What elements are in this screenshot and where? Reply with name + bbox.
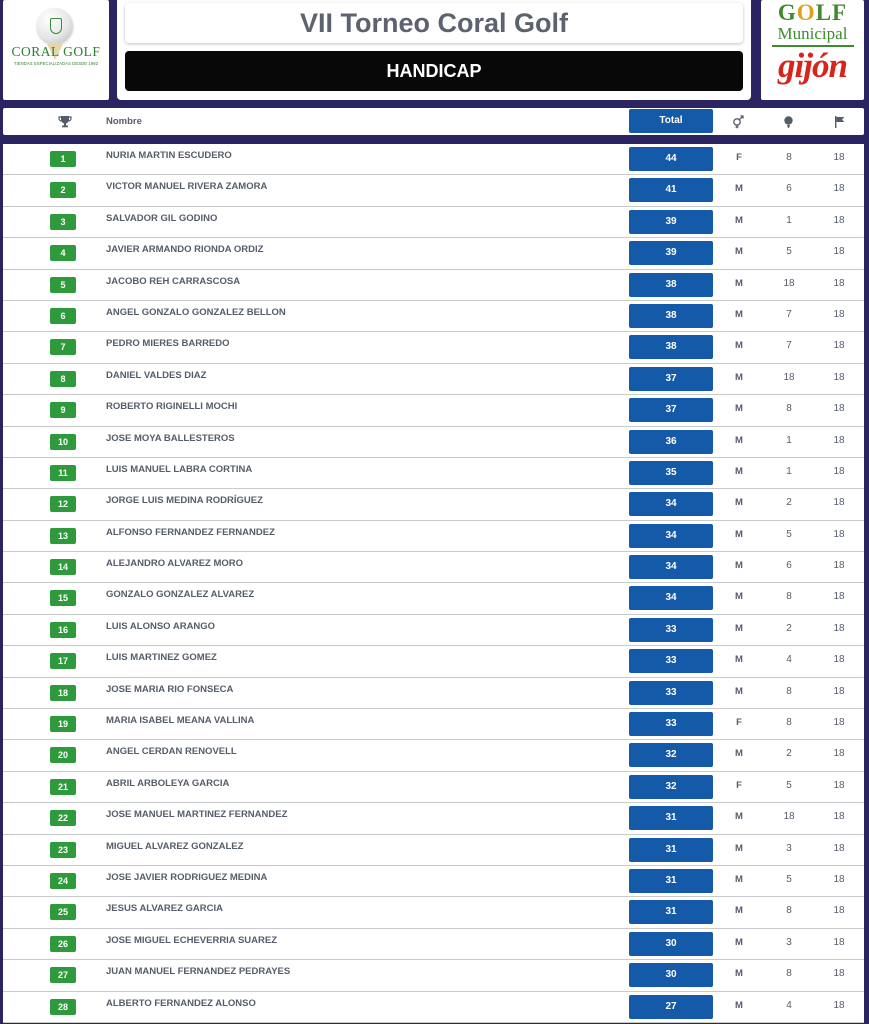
player-handicap: 8: [786, 685, 792, 697]
player-handicap: 18: [783, 371, 795, 383]
position-badge: 24: [50, 873, 76, 889]
player-name[interactable]: JUAN MANUEL FERNANDEZ PEDRAYES: [106, 966, 291, 978]
table-row[interactable]: [3, 301, 864, 332]
position-badge: 23: [50, 842, 76, 858]
holes-played: 18: [833, 340, 845, 352]
player-name[interactable]: MARIA ISABEL MEANA VALLINA: [106, 715, 255, 727]
position-badge: 9: [50, 402, 76, 418]
position-badge: 4: [50, 245, 76, 261]
position-badge: 20: [50, 747, 76, 763]
player-handicap: 4: [786, 654, 792, 666]
player-handicap: 7: [786, 308, 792, 320]
player-name[interactable]: ALFONSO FERNANDEZ FERNANDEZ: [106, 526, 275, 538]
player-sex: M: [735, 277, 743, 289]
table-row[interactable]: [3, 395, 864, 426]
position-badge: 26: [50, 936, 76, 952]
position-badge: 21: [50, 779, 76, 795]
player-sex: M: [735, 622, 743, 634]
player-handicap: 2: [786, 748, 792, 760]
table-row[interactable]: [3, 866, 864, 897]
player-name[interactable]: ALEJANDRO ALVAREZ MORO: [106, 558, 244, 570]
player-handicap: 2: [786, 497, 792, 509]
player-handicap: 8: [786, 905, 792, 917]
position-badge: 11: [50, 465, 76, 481]
position-badge: 28: [50, 999, 76, 1015]
golf-municipal-gijon-logo: [761, 0, 864, 100]
player-handicap: 5: [786, 528, 792, 540]
table-row[interactable]: [3, 364, 864, 395]
total-score: 33: [629, 618, 713, 642]
player-name[interactable]: JOSE MOYA BALLESTEROS: [106, 432, 235, 444]
table-row[interactable]: [3, 238, 864, 269]
player-name[interactable]: JOSE MARIA RIO FONSECA: [106, 683, 234, 695]
table-row[interactable]: [3, 835, 864, 866]
position-badge: 2: [50, 182, 76, 198]
player-sex: F: [736, 779, 742, 791]
coral-golf-brand: CORAL GOLF: [11, 44, 101, 59]
player-sex: M: [735, 936, 743, 948]
player-handicap: 3: [786, 936, 792, 948]
table-row[interactable]: [3, 175, 864, 206]
position-badge: 27: [50, 967, 76, 983]
total-score: 30: [629, 932, 713, 956]
tournament-title: VII Torneo Coral Golf: [125, 3, 743, 43]
player-name[interactable]: ANGEL CERDAN RENOVELL: [106, 746, 237, 758]
table-row[interactable]: [3, 552, 864, 583]
player-name[interactable]: ANGEL GONZALO GONZALEZ BELLON: [106, 306, 286, 318]
holes-played: 18: [833, 842, 845, 854]
position-badge: 25: [50, 904, 76, 920]
holes-played: 18: [833, 936, 845, 948]
table-row[interactable]: [3, 458, 864, 489]
position-badge: 14: [50, 559, 76, 575]
holes-played: 18: [833, 465, 845, 477]
player-name[interactable]: JESUS ALVAREZ GARCIA: [106, 903, 224, 915]
holes-played: 18: [833, 183, 845, 195]
holes-played: 18: [833, 591, 845, 603]
gender-icon[interactable]: [731, 115, 746, 129]
holes-played: 18: [833, 654, 845, 666]
table-row[interactable]: [3, 207, 864, 238]
player-handicap: 7: [786, 340, 792, 352]
player-sex: M: [735, 842, 743, 854]
total-score: 39: [629, 210, 713, 234]
table-row[interactable]: [3, 583, 864, 614]
table-row[interactable]: [3, 772, 864, 803]
player-name[interactable]: LUIS ALONSO ARANGO: [106, 620, 216, 632]
player-sex: M: [735, 528, 743, 540]
table-row[interactable]: [3, 646, 864, 677]
player-handicap: 2: [786, 622, 792, 634]
title-panel: [117, 0, 751, 100]
column-total-button[interactable]: Total: [629, 109, 713, 133]
player-name[interactable]: ABRIL ARBOLEYA GARCIA: [106, 777, 230, 789]
player-handicap: 18: [783, 277, 795, 289]
player-handicap: 5: [786, 779, 792, 791]
table-row[interactable]: [3, 489, 864, 520]
coral-golf-tagline: TIENDAS ESPECIALIZADAS DESDE 1982: [13, 61, 99, 66]
position-badge: 15: [50, 590, 76, 606]
position-badge: 1: [50, 151, 76, 167]
total-score: 34: [629, 555, 713, 579]
position-badge: 3: [50, 214, 76, 230]
position-badge: 8: [50, 371, 76, 387]
holes-played: 18: [833, 968, 845, 980]
position-badge: 7: [50, 339, 76, 355]
position-badge: 10: [50, 434, 76, 450]
player-name[interactable]: JORGE LUIS MEDINA RODRÍGUEZ: [106, 495, 263, 507]
total-score: 38: [629, 304, 713, 328]
total-score: 38: [629, 335, 713, 359]
holes-played: 18: [833, 497, 845, 509]
table-row[interactable]: [3, 270, 864, 301]
player-name[interactable]: NURIA MARTIN ESCUDERO: [106, 150, 232, 161]
position-badge: 6: [50, 308, 76, 324]
total-score: 32: [629, 775, 713, 799]
table-row[interactable]: [3, 427, 864, 458]
position-badge: 18: [50, 685, 76, 701]
player-sex: M: [735, 560, 743, 572]
holes-played: 18: [833, 685, 845, 697]
player-handicap: 8: [786, 717, 792, 729]
golf-ball-icon[interactable]: [783, 116, 794, 129]
position-badge: 16: [50, 622, 76, 638]
column-name[interactable]: Nombre: [106, 116, 142, 127]
flag-icon[interactable]: [834, 116, 846, 128]
holes-played: 18: [833, 811, 845, 823]
holes-played: 18: [833, 214, 845, 226]
player-handicap: 1: [786, 214, 792, 226]
table-row[interactable]: [3, 521, 864, 552]
coral-golf-logo: [3, 0, 109, 100]
holes-played: 18: [833, 905, 845, 917]
player-handicap: 1: [786, 434, 792, 446]
player-sex: M: [735, 434, 743, 446]
coral-emblem-icon: [50, 18, 62, 34]
player-name[interactable]: MIGUEL ALVAREZ GONZALEZ: [106, 840, 244, 852]
player-sex: M: [735, 465, 743, 477]
total-score: 44: [629, 147, 713, 171]
total-score: 31: [629, 869, 713, 893]
holes-played: 18: [833, 560, 845, 572]
player-name[interactable]: LUIS MANUEL LABRA CORTINA: [106, 463, 253, 475]
player-handicap: 5: [786, 873, 792, 885]
player-handicap: 6: [786, 560, 792, 572]
player-name[interactable]: JOSE MIGUEL ECHEVERRIA SUAREZ: [106, 934, 278, 946]
player-name[interactable]: JOSE MANUEL MARTINEZ FERNANDEZ: [106, 809, 288, 821]
total-score: 31: [629, 900, 713, 924]
player-handicap: 1: [786, 465, 792, 477]
player-sex: F: [736, 717, 742, 729]
player-name[interactable]: ALBERTO FERNANDEZ ALONSO: [106, 997, 256, 1009]
player-sex: M: [735, 183, 743, 195]
municipal-wordmark: Municipal: [777, 24, 848, 43]
total-score: 36: [629, 430, 713, 454]
player-name[interactable]: DANIEL VALDES DIAZ: [106, 369, 207, 381]
player-handicap: 3: [786, 842, 792, 854]
player-sex: M: [735, 214, 743, 226]
total-score: 30: [629, 963, 713, 987]
player-sex: M: [735, 999, 743, 1011]
player-name[interactable]: JAVIER ARMANDO RIONDA ORDIZ: [106, 244, 264, 256]
table-row[interactable]: [3, 929, 864, 960]
holes-played: 18: [833, 152, 845, 163]
holes-played: 18: [833, 246, 845, 258]
player-sex: M: [735, 403, 743, 415]
table-row[interactable]: [3, 615, 864, 646]
table-row[interactable]: [3, 803, 864, 834]
player-handicap: 5: [786, 246, 792, 258]
total-score: 37: [629, 398, 713, 422]
player-name[interactable]: SALVADOR GIL GODINO: [106, 212, 218, 224]
player-sex: M: [735, 371, 743, 383]
leaderboard-table: [3, 144, 864, 1023]
player-name[interactable]: GONZALO GONZALEZ ALVAREZ: [106, 589, 255, 601]
player-handicap: 4: [786, 999, 792, 1011]
player-handicap: 8: [786, 403, 792, 415]
holes-played: 18: [833, 308, 845, 320]
table-row[interactable]: [3, 992, 864, 1023]
player-name[interactable]: JOSE JAVIER RODRIGUEZ MEDINA: [106, 871, 268, 883]
total-score: 39: [629, 241, 713, 265]
player-sex: M: [735, 685, 743, 697]
player-name[interactable]: JACOBO REH CARRASCOSA: [106, 275, 241, 287]
table-row[interactable]: [3, 960, 864, 991]
player-handicap: 8: [786, 152, 792, 163]
total-score: 38: [629, 273, 713, 297]
player-sex: M: [735, 497, 743, 509]
holes-played: 18: [833, 779, 845, 791]
player-name[interactable]: PEDRO MIERES BARREDO: [106, 338, 230, 350]
holes-played: 18: [833, 999, 845, 1011]
position-badge: 12: [50, 496, 76, 512]
gijon-wordmark: gijón: [778, 46, 847, 85]
table-row[interactable]: [3, 332, 864, 363]
total-score: 31: [629, 838, 713, 862]
total-score: 34: [629, 524, 713, 548]
player-sex: M: [735, 308, 743, 320]
player-handicap: 18: [783, 811, 795, 823]
holes-played: 18: [833, 371, 845, 383]
holes-played: 18: [833, 873, 845, 885]
position-badge: 13: [50, 528, 76, 544]
player-sex: M: [735, 654, 743, 666]
holes-played: 18: [833, 622, 845, 634]
table-row[interactable]: [3, 678, 864, 709]
position-badge: 22: [50, 810, 76, 826]
total-score: 33: [629, 649, 713, 673]
player-sex: M: [735, 873, 743, 885]
ranking-mode-bar: HANDICAP: [125, 51, 743, 91]
position-badge: 19: [50, 716, 76, 732]
player-handicap: 6: [786, 183, 792, 195]
table-row[interactable]: [3, 740, 864, 771]
player-sex: M: [735, 340, 743, 352]
total-score: 27: [629, 995, 713, 1019]
player-sex: M: [735, 748, 743, 760]
holes-played: 18: [833, 528, 845, 540]
total-score: 37: [629, 367, 713, 391]
player-sex: M: [735, 811, 743, 823]
player-name[interactable]: ROBERTO RIGINELLI MOCHI: [106, 401, 238, 413]
trophy-icon[interactable]: [58, 115, 72, 128]
player-sex: M: [735, 246, 743, 258]
position-badge: 17: [50, 653, 76, 669]
player-sex: M: [735, 905, 743, 917]
table-row[interactable]: [3, 897, 864, 928]
table-row[interactable]: [3, 709, 864, 740]
holes-played: 18: [833, 403, 845, 415]
position-badge: 5: [50, 277, 76, 293]
total-score: 34: [629, 586, 713, 610]
golf-wordmark: [761, 0, 864, 26]
golf-wordmark-lf: LF: [815, 0, 848, 25]
total-score: 33: [629, 712, 713, 736]
holes-played: 18: [833, 277, 845, 289]
table-row[interactable]: [3, 144, 864, 175]
player-sex: M: [735, 591, 743, 603]
total-score: 33: [629, 681, 713, 705]
total-score: 34: [629, 492, 713, 516]
player-name[interactable]: LUIS MARTINEZ GOMEZ: [106, 652, 217, 664]
player-sex: F: [736, 152, 742, 163]
total-score: 41: [629, 178, 713, 202]
holes-played: 18: [833, 748, 845, 760]
holes-played: 18: [833, 434, 845, 446]
player-handicap: 8: [786, 591, 792, 603]
column-header: [3, 108, 864, 135]
total-score: 32: [629, 743, 713, 767]
holes-played: 18: [833, 717, 845, 729]
player-sex: M: [735, 968, 743, 980]
player-name[interactable]: VICTOR MANUEL RIVERA ZAMORA: [106, 181, 268, 193]
golf-wordmark-o: O: [796, 0, 816, 25]
total-score: 31: [629, 806, 713, 830]
total-score: 35: [629, 461, 713, 485]
player-handicap: 8: [786, 968, 792, 980]
header: [0, 0, 869, 104]
golf-wordmark-g: G: [777, 0, 797, 25]
